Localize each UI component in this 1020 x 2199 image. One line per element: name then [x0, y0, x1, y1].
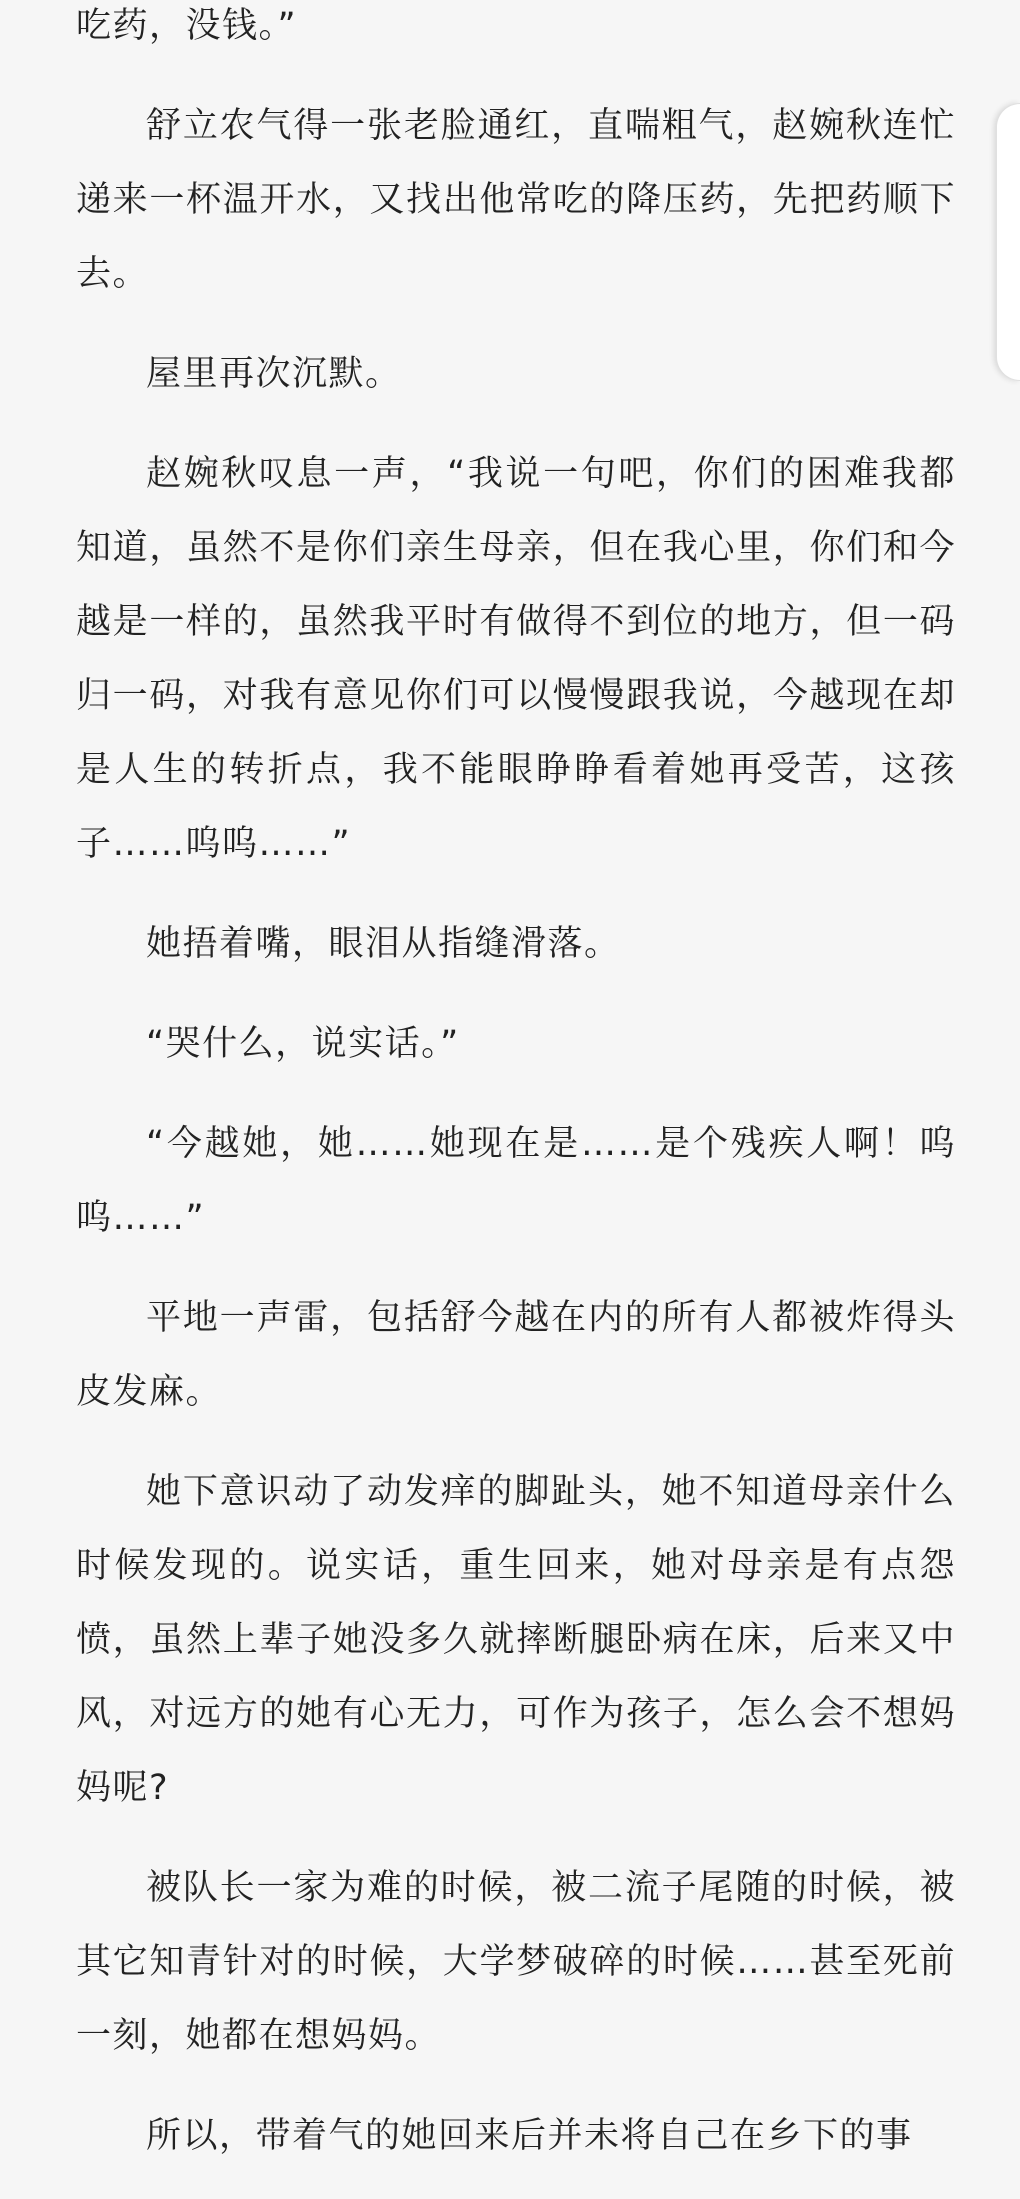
paragraph: 平地一声雷，包括舒今越在内的所有人都被炸得头皮发麻。 [76, 1298, 956, 1412]
paragraph: 赵婉秋叹息一声，“我说一句吧，你们的困难我都知道，虽然不是你们亲生母亲，但在我心里，你们和今越是一样的，虽然我平时有做得不到位的地方，但一码归一码，对我有意见你们可以慢慢跟我说，今越现在却是人生的转折点，我不能眼睁睁看着她再受苦，这孩子……呜呜……” [76, 454, 956, 864]
paragraph: 被队长一家为难的时候，被二流子尾随的时候，被其它知青针对的时候，大学梦破碎的时候……甚至死前一刻，她都在想妈妈。 [76, 1868, 956, 2056]
paragraph: 吃药，没钱。” [76, 6, 298, 46]
paragraph: 舒立农气得一张老脸通红，直喘粗气，赵婉秋连忙递来一杯温开水，又找出他常吃的降压药，先把药顺下去。 [76, 106, 956, 294]
paragraph: 她捂着嘴，眼泪从指缝滑落。 [146, 924, 621, 964]
chapter-text [76, 0, 956, 2199]
paragraph: “哭什么，说实话。” [146, 1024, 460, 1064]
paragraph: 她下意识动了动发痒的脚趾头，她不知道母亲什么时候发现的。说实话，重生回来，她对母亲是有点怨愤，虽然上辈子她没多久就摔断腿卧病在床，后来又中风，对远方的她有心无力，可作为孩子，怎么会不想妈妈呢? [76, 1472, 956, 1808]
paragraph: 屋里再次沉默。 [146, 354, 402, 394]
paragraph: “今越她，她……她现在是……是个残疾人啊！呜呜……” [76, 1124, 956, 1238]
paragraph: 所以，带着气的她回来后并未将自己在乡下的事 [146, 2116, 913, 2156]
side-drawer-handle[interactable] [996, 103, 1020, 381]
